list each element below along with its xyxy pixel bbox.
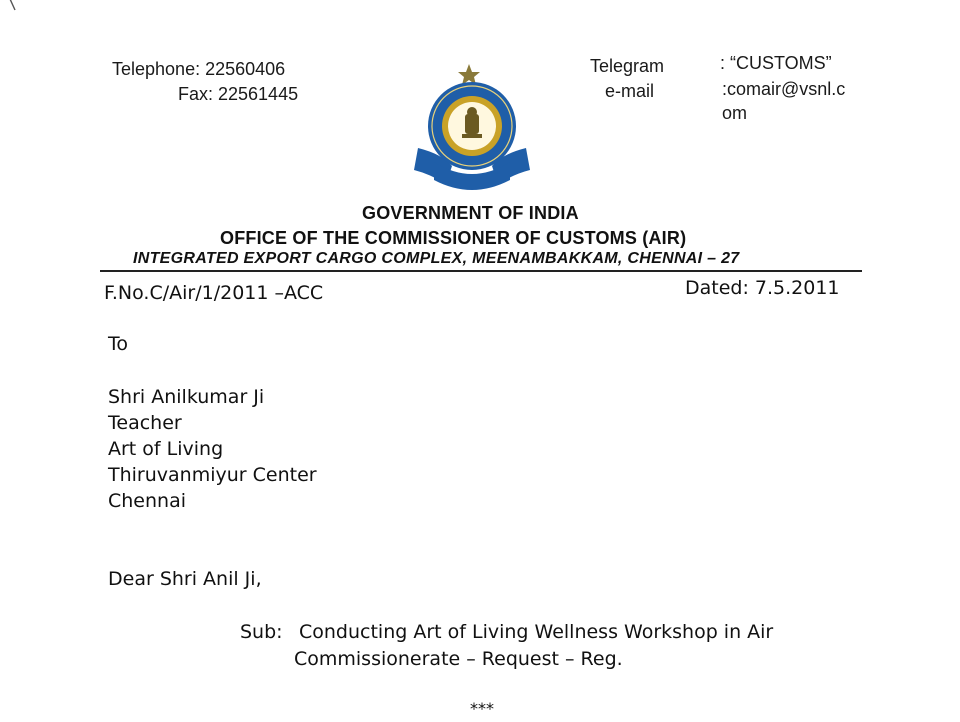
telephone-text: Telephone: 22560406 [112,59,286,79]
scan-mark-icon [8,0,18,12]
customs-emblem-icon [412,62,532,192]
fax-text: Fax: 22561445 [178,84,299,104]
file-number: F.No.C/Air/1/2011 –ACC [104,282,324,304]
date-text: Dated: 7.5.2011 [685,277,840,299]
to-label: To [108,333,129,355]
telegram-label: Telegram [590,56,665,76]
header-divider [100,270,862,272]
salutation: Dear Shri Anil Ji, [108,568,262,590]
office-line-2: OFFICE OF THE COMMISSIONER OF CUSTOMS (AIR) [220,228,687,248]
email-value-line1: :comair@vsnl.c [722,79,846,99]
subject-line-2: Commissionerate – Request – Reg. [294,648,623,670]
recipient-line: Art of Living [108,438,224,460]
recipient-line: Teacher [108,412,182,434]
separator: *** [470,699,494,718]
subject-label: Sub: [240,621,283,643]
recipient-line: Thiruvanmiyur Center [108,464,317,486]
recipient-line: Shri Anilkumar Ji [108,386,265,408]
office-line-1: GOVERNMENT OF INDIA [362,203,579,223]
email-label: e-mail [605,81,655,101]
subject-line-1: Conducting Art of Living Wellness Workshop in Air [299,621,774,643]
email-value-line2: om [722,103,748,123]
telegram-value: : “CUSTOMS” [720,53,832,73]
recipient-line: Chennai [108,490,187,512]
office-address: INTEGRATED EXPORT CARGO COMPLEX, MEENAMBAKKAM, CHENNAI – 27 [133,250,740,267]
